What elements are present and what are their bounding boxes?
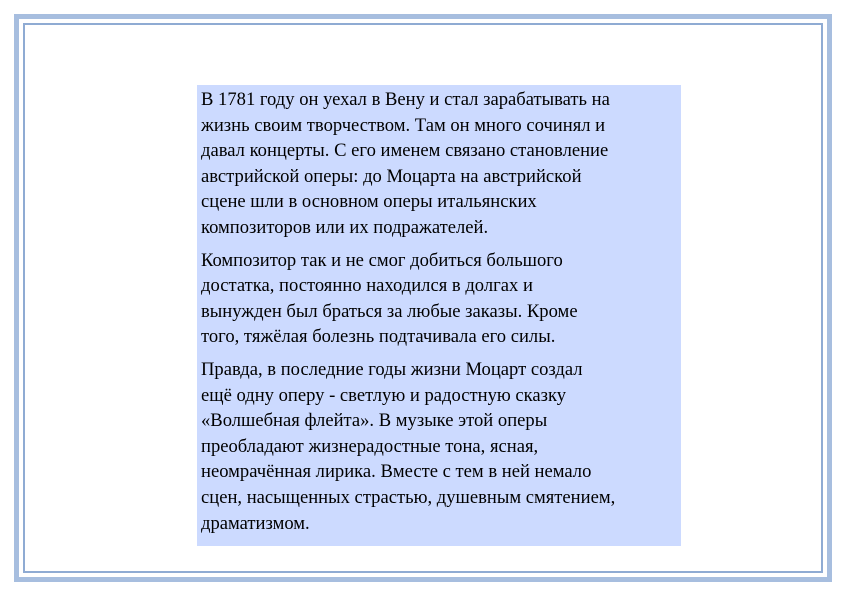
text-line: Правда, в последние годы жизни Моцарт создал — [201, 358, 583, 380]
text-line: неомрачённая лирика. Вместе с тем в ней немало — [201, 461, 592, 483]
text-line: «Волшебная флейта». В музыке этой оперы — [201, 410, 548, 432]
text-line: жизнь своим творчеством. Там он много сочинял и — [201, 114, 606, 136]
text-line: Композитор так и не смог добиться большого — [201, 249, 563, 271]
text-line: вынужден был браться за любые заказы. Кроме — [201, 300, 578, 322]
paragraph-debts — [201, 248, 677, 350]
text-line: преобладают жизнерадостные тона, ясная, — [201, 435, 539, 457]
text-box — [197, 85, 681, 546]
text-line: достатка, постоянно находился в долгах и — [201, 275, 533, 297]
text-line: сцене шли в основном оперы итальянских — [201, 191, 537, 213]
paragraph-magic-flute — [201, 357, 677, 536]
text-line: того, тяжёлая болезнь подтачивала его силы. — [201, 326, 556, 348]
text-line: давал концерты. С его именем связано становление — [201, 140, 609, 162]
text-line: ещё одну оперу - светлую и радостную сказку — [201, 384, 567, 406]
text-line: композиторов или их подражателей. — [201, 216, 489, 238]
text-line: драматизмом. — [201, 512, 310, 534]
text-line: австрийской оперы: до Моцарта на австрийской — [201, 165, 582, 187]
paragraph-vienna — [201, 87, 677, 241]
text-line: сцен, насыщенных страстью, душевным смятением, — [201, 486, 616, 508]
text-line: В 1781 году он уехал в Вену и стал зарабатывать на — [201, 89, 610, 110]
